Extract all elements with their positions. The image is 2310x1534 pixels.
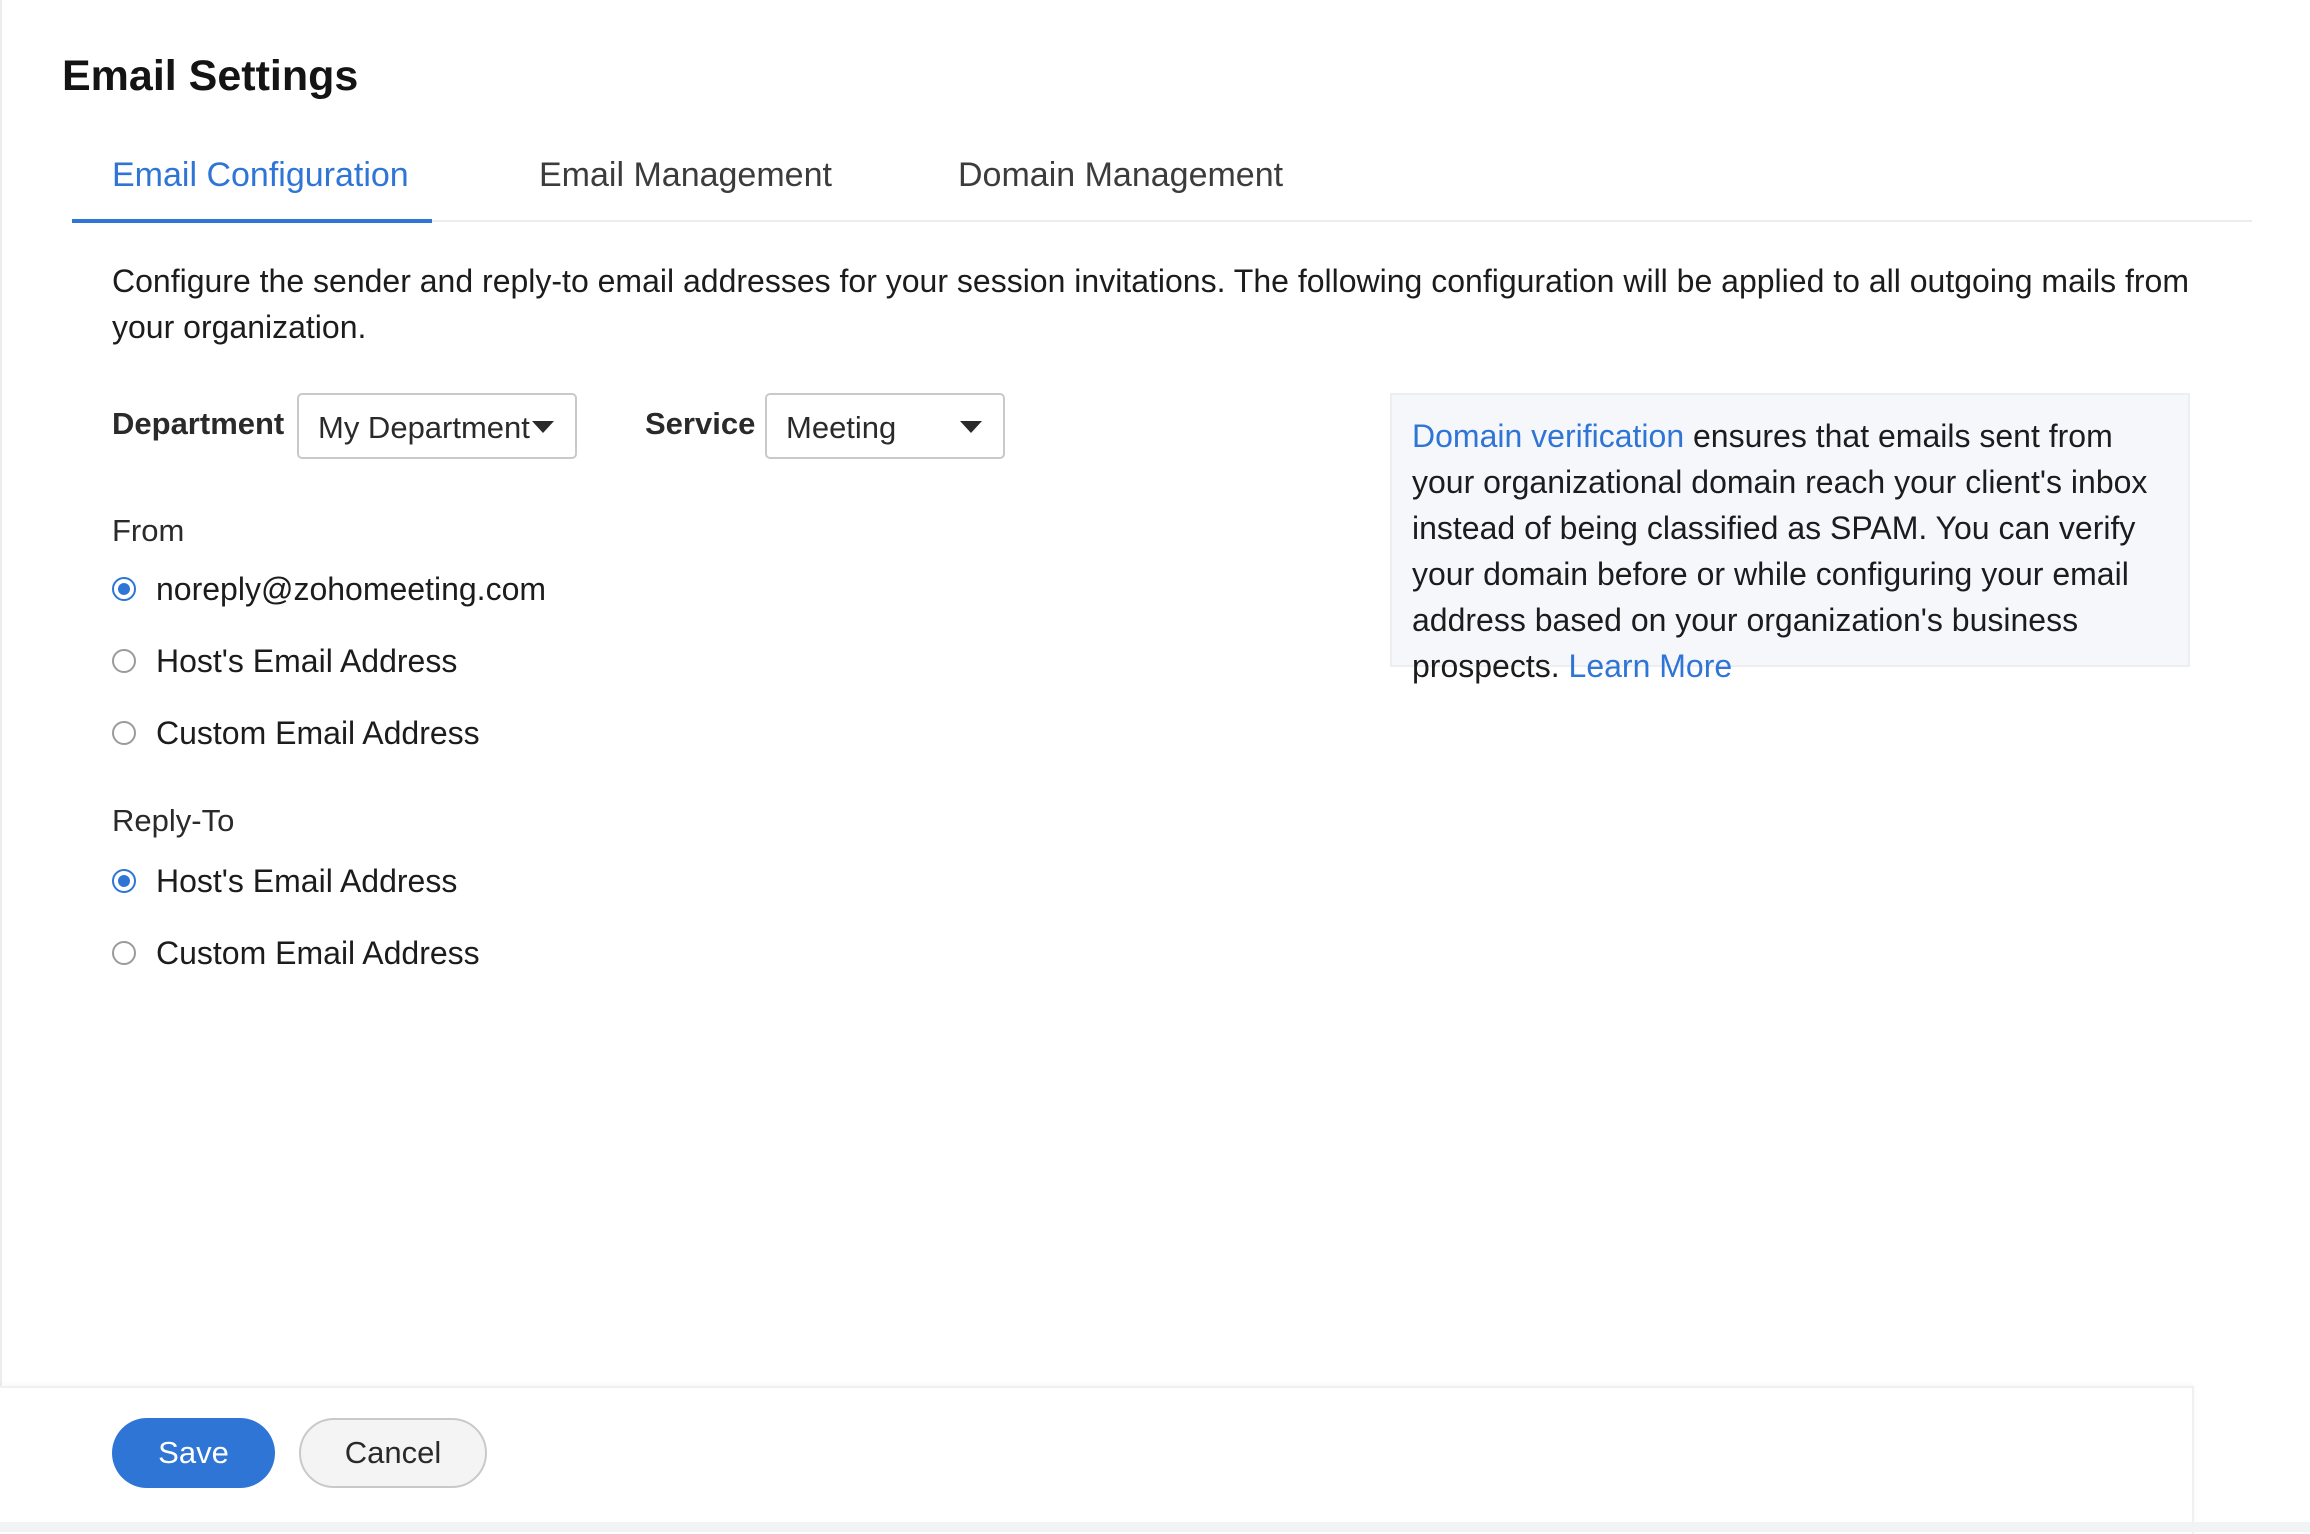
cancel-button[interactable]: Cancel: [299, 1418, 487, 1488]
radio-label: Host's Email Address: [156, 863, 458, 899]
tab-email-management[interactable]: Email Management: [539, 156, 832, 194]
chevron-down-icon: [960, 421, 982, 433]
from-label: From: [112, 513, 185, 548]
footer-bottom-edge: [0, 1522, 2310, 1532]
radio-label: noreply@zohomeeting.com: [156, 571, 547, 607]
tab-domain-management[interactable]: Domain Management: [958, 156, 1284, 194]
radio-checked-icon[interactable]: [112, 869, 136, 893]
service-label: Service: [645, 406, 756, 441]
save-button[interactable]: Save: [112, 1418, 275, 1488]
action-footer: [0, 1386, 2194, 1534]
department-select[interactable]: [297, 393, 577, 459]
radio-unchecked-icon[interactable]: [112, 721, 136, 745]
tab-email-configuration[interactable]: Email Configuration: [112, 156, 409, 194]
department-label: Department: [112, 406, 285, 441]
active-tab-indicator: [72, 219, 432, 223]
radio-unchecked-icon[interactable]: [112, 941, 136, 965]
left-border: [0, 0, 2, 1532]
chevron-down-icon: [532, 421, 554, 433]
radio-label: Custom Email Address: [156, 935, 480, 971]
service-select-value: Meeting: [786, 410, 897, 445]
page-description: Configure the sender and reply-to email addresses for your session invitations. The following configuration will be applied to all outgoing mails from your organization.: [112, 263, 2189, 345]
radio-label: Host's Email Address: [156, 643, 458, 679]
service-select[interactable]: [765, 393, 1005, 459]
tab-bar: [72, 148, 2252, 222]
domain-verification-link[interactable]: Domain verification: [1412, 418, 1685, 454]
page-title: Email Settings: [62, 52, 359, 100]
radio-label: Custom Email Address: [156, 715, 480, 751]
radio-unchecked-icon[interactable]: [112, 649, 136, 673]
radio-checked-icon[interactable]: [112, 577, 136, 601]
department-select-value: My Department: [318, 410, 530, 445]
info-text: ensures that emails sent from your organizational domain reach your client's inbox instead of being classified as SPAM. You can verify your domain before or while configuring your email address based on your organization's business prospects.: [1412, 418, 2148, 684]
reply-to-label: Reply-To: [112, 803, 235, 838]
domain-verification-info: [1390, 393, 2190, 684]
learn-more-link[interactable]: Learn More: [1568, 648, 1733, 684]
